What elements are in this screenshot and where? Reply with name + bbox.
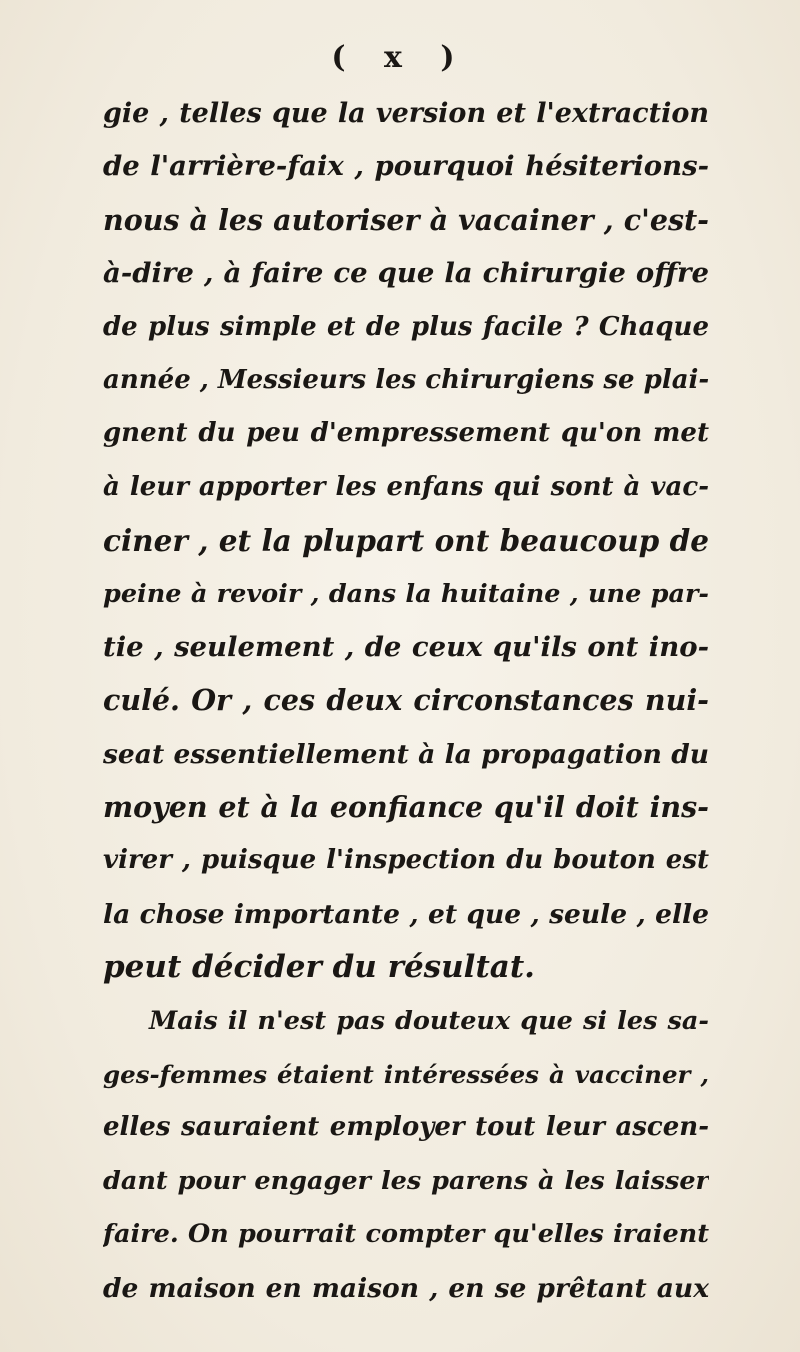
paragraph-end-line: peut décider du résultat. xyxy=(103,949,535,986)
text-line: moyen et à la eonfiance qu'il doit ins- xyxy=(103,790,709,825)
text-line: ges-femmes étaient intéressées à vacciner , xyxy=(103,1060,709,1090)
text-line: ciner , et la plupart ont beaucoup de xyxy=(103,523,709,559)
text-line: virer , puisque l'inspection du bouton est xyxy=(103,845,709,876)
text-line: la chose importante , et que , seule , elle xyxy=(103,898,709,930)
page-number: ( x ) xyxy=(331,40,469,75)
text-line: dant pour engager les parens à les laisser xyxy=(103,1165,709,1196)
text-line: gie , telles que la version et l'extraction xyxy=(103,98,709,129)
text-line: à leur apporter les enfans qui sont à vac- xyxy=(103,471,709,502)
text-line: de maison en maison , en se prêtant aux xyxy=(103,1272,709,1304)
paragraph-first-line: Mais il n'est pas douteux que si les sa- xyxy=(149,1005,709,1036)
text-line: de plus simple et de plus facile ? Chaque xyxy=(103,311,709,342)
text-line: seat essentiellement à la propagation du xyxy=(103,738,709,770)
text-line: elles sauraient employer tout leur ascen- xyxy=(103,1112,709,1143)
text-line: culé. Or , ces deux circonstances nui- xyxy=(103,683,709,718)
text-line: de l'arrière-faix , pourquoi hésiterions- xyxy=(103,150,709,183)
text-line: année , Messieurs les chirurgiens se plai- xyxy=(103,364,709,395)
text-line: tie , seulement , de ceux qu'ils ont ino- xyxy=(103,630,709,663)
text-line: gnent du peu d'empressement qu'on met xyxy=(103,418,709,449)
text-line: à-dire , à faire ce que la chirurgie offre xyxy=(103,257,709,290)
text-line: nous à les autoriser à vacainer , c'est- xyxy=(103,202,709,237)
text-line: faire. On pourrait compter qu'elles iraient xyxy=(103,1219,709,1250)
body-text xyxy=(103,87,709,1315)
text-line: peine à revoir , dans la huitaine , une par- xyxy=(103,578,709,609)
